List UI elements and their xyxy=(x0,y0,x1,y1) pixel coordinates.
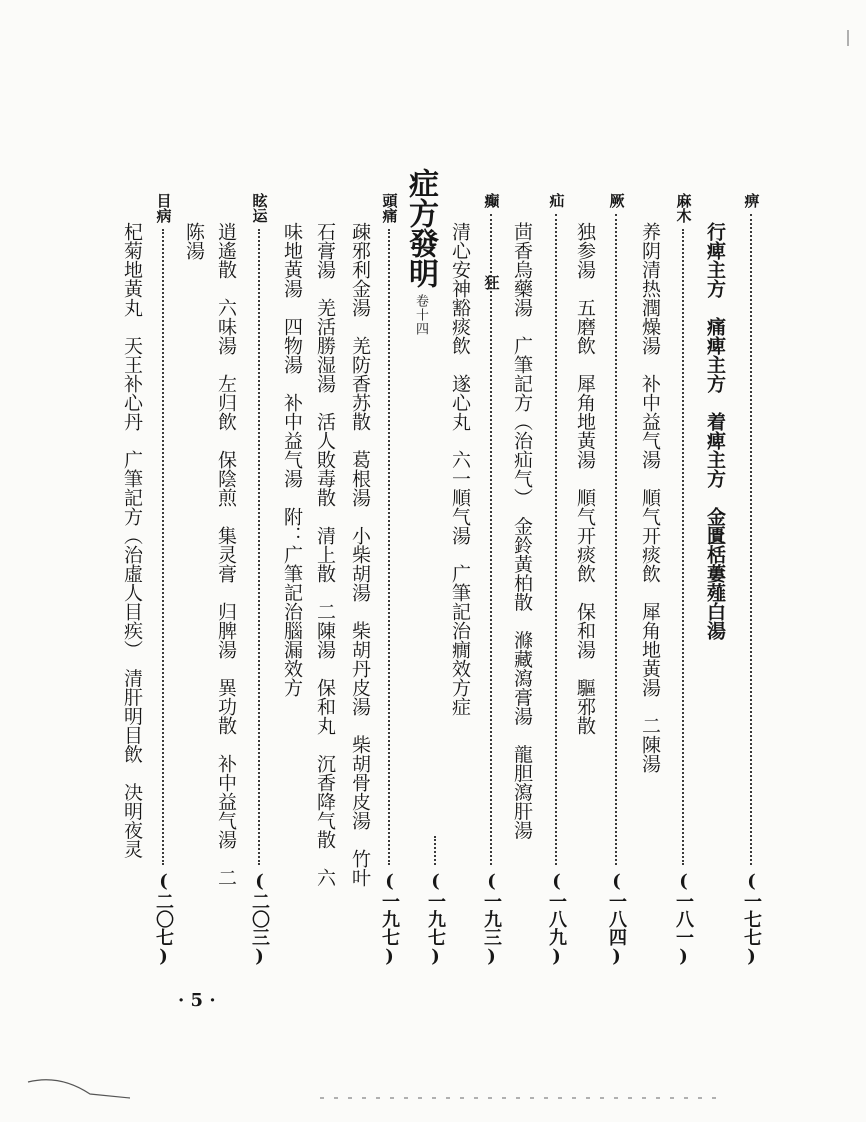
section-row-xuanyun xyxy=(248,193,270,967)
chapter-title xyxy=(403,168,438,336)
section-heading: 眩运 xyxy=(250,193,269,223)
dot-leader xyxy=(555,214,557,865)
chapter-title-text: 症方發明 xyxy=(403,168,438,288)
section-row-toutong xyxy=(378,193,400,967)
page-reference: (一九七) xyxy=(379,871,400,967)
section-heading: 目病 xyxy=(154,193,173,223)
section-row-shan xyxy=(545,193,567,967)
dot-leader xyxy=(434,836,436,865)
section-row-jue xyxy=(605,193,627,967)
dot-leader xyxy=(388,229,390,865)
page-reference: (一八四) xyxy=(606,871,627,967)
section-heading: 痹 xyxy=(742,193,761,208)
formula-line: 杞菊地黃丸 天王补心丹 广筆記方（治虛人目疾） 清肝明目飲 决明夜灵 xyxy=(121,222,143,859)
section-row-mubing xyxy=(152,193,174,967)
formula-line: 疎邪利金湯 羌防香苏散 葛根湯 小柴胡湯 柴胡丹皮湯 柴胡骨皮湯 竹叶 xyxy=(349,222,371,887)
page-reference: (一九七) xyxy=(425,871,446,967)
section-heading: 麻木 xyxy=(674,193,693,223)
section-heading: 狂 xyxy=(482,275,501,290)
section-row-dian xyxy=(480,193,502,967)
formula-line: 茴香烏藥湯 广筆記方（治疝气） 金鈴黃柏散 滌藏瀉膏湯 龍胆瀉肝湯 xyxy=(511,222,533,840)
section-row-mamu xyxy=(672,193,694,967)
section-heading: 癫 xyxy=(482,193,501,208)
page-reference: (一九三) xyxy=(481,871,502,967)
dot-leader xyxy=(682,229,684,865)
volume-note: 卷十四 xyxy=(413,294,428,336)
dot-leader xyxy=(490,214,492,865)
formula-line: 养阴清热潤燥湯 补中益气湯 順气开痰飲 犀角地黃湯 二陳湯 xyxy=(639,222,661,773)
dot-leader xyxy=(162,229,164,865)
formula-line: 味地黃湯 四物湯 补中益气湯 附：广筆記治腦漏效方 xyxy=(281,222,303,697)
page-number: · 5 · xyxy=(178,990,216,1011)
section-row-bi xyxy=(740,193,762,967)
dot-leader xyxy=(750,214,752,865)
dot-leader xyxy=(258,229,260,865)
page-reference: (一八九) xyxy=(546,871,567,967)
section-heading: 厥 xyxy=(607,193,626,208)
dot-leader xyxy=(615,214,617,865)
page-reference: (一七七) xyxy=(741,871,762,967)
section-heading: 頭痛 xyxy=(380,193,399,223)
formula-line: 独参湯 五磨飲 犀角地黃湯 順气开痰飲 保和湯 驅邪散 xyxy=(574,222,596,735)
section-row-kuang-ref xyxy=(424,830,446,967)
formula-line: 逍遙散 六味湯 左归飲 保陰煎 集灵膏 归脾湯 異功散 补中益气湯 二 xyxy=(215,222,237,887)
page-reference: (二〇七) xyxy=(153,871,174,967)
section-heading: 疝 xyxy=(547,193,566,208)
page-reference: (二〇三) xyxy=(249,871,270,967)
formula-line: 陈湯 xyxy=(183,222,205,260)
formula-line: 行痺主方 痛痺主方 着痺主方 金匱栝蔞薤白湯 xyxy=(704,222,726,640)
formula-line: 清心安神豁痰飲 遂心丸 六一順气湯 广筆記治癇效方症 xyxy=(449,222,471,716)
page-reference: (一八一) xyxy=(673,871,694,967)
formula-line: 石膏湯 羌活勝湿湯 活人敗毒散 清上散 二陳湯 保和丸 沉香降气散 六 xyxy=(314,222,336,887)
